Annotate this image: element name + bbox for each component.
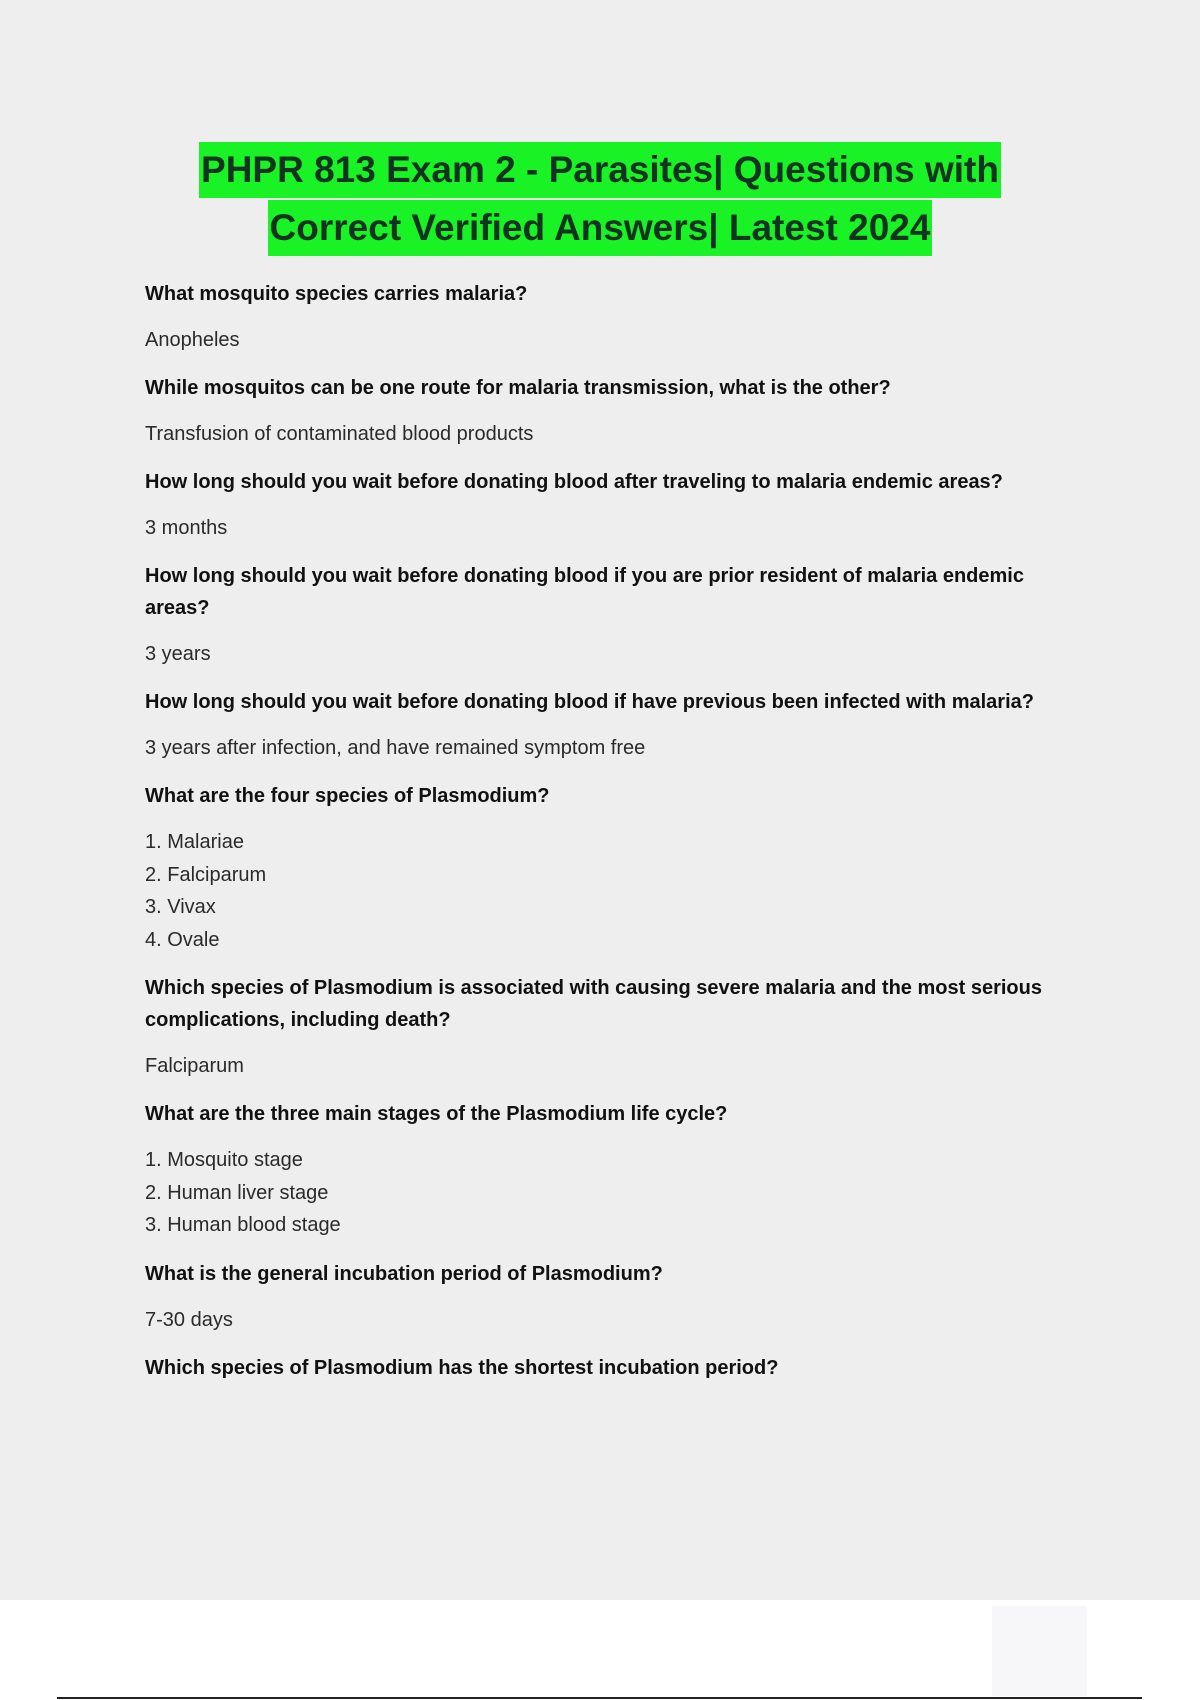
question-8: What are the three main stages of the Plasmodium life cycle? [145,1103,728,1125]
qa-content [145,278,1085,1384]
title-line-1: PHPR 813 Exam 2 - Parasites| Questions with [199,142,1001,198]
question-10: Which species of Plasmodium has the shortest incubation period? [145,1356,779,1379]
list-item: 1. Mosquito stage [145,1149,303,1171]
question-2: While mosquitos can be one route for malaria transmission, what is the other? [145,377,891,399]
answer-6-list [145,826,1085,956]
question-5: How long should you wait before donating blood if have previous been infected with malaria? [145,691,1034,713]
answer-5: 3 years after infection, and have remained symptom free [145,737,646,759]
answer-2: Transfusion of contaminated blood products [145,423,534,445]
question-7: Which species of Plasmodium is associated with causing severe malaria and the most serious complications, including death? [145,977,1042,1031]
footer-divider [57,1697,1142,1699]
question-6: What are the four species of Plasmodium? [145,785,550,807]
answer-4: 3 years [145,643,211,665]
list-item: 3. Human blood stage [145,1214,341,1236]
answer-1: Anopheles [145,329,240,351]
document-title [0,142,1200,258]
list-item: 3. Vivax [145,896,216,918]
question-4: How long should you wait before donating blood if you are prior resident of malaria endemic areas? [145,565,1024,619]
list-item: 1. Malariae [145,831,244,853]
list-item: 2. Falciparum [145,863,267,886]
answer-7: Falciparum [145,1055,244,1077]
question-1: What mosquito species carries malaria? [145,283,528,305]
list-item: 4. Ovale [145,928,220,951]
list-item: 2. Human liver stage [145,1181,329,1204]
title-line-2: Correct Verified Answers| Latest 2024 [268,200,933,256]
answer-8-list [145,1144,1085,1242]
question-9: What is the general incubation period of Plasmodium? [145,1262,663,1285]
page-footer-area [992,1606,1087,1696]
answer-9: 7-30 days [145,1308,233,1331]
answer-3: 3 months [145,517,228,539]
question-3: How long should you wait before donating blood after traveling to malaria endemic areas? [145,471,1003,493]
